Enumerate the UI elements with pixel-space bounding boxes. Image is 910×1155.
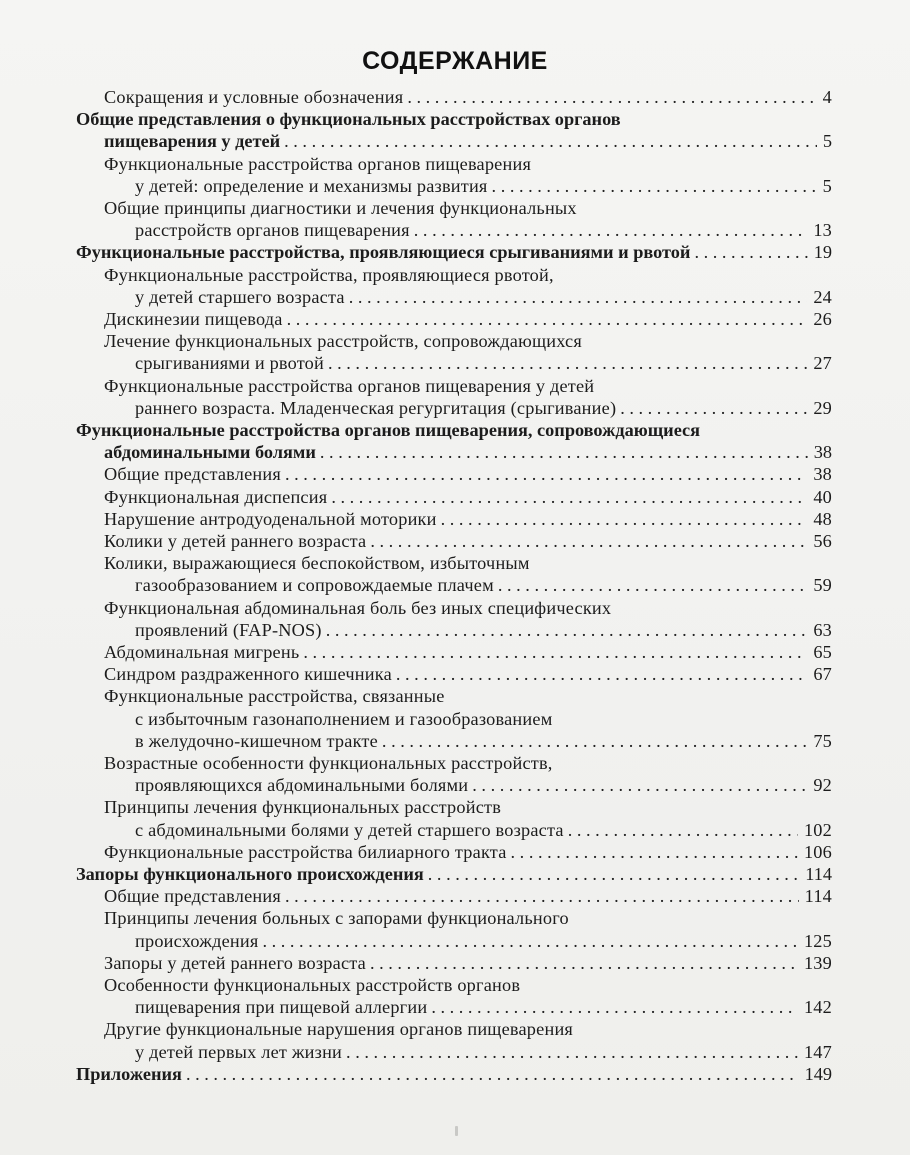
toc-entry-text: Особенности функциональных расстройств органов xyxy=(104,975,521,995)
toc-line xyxy=(135,730,832,752)
page-number: 38 xyxy=(813,464,832,485)
leader-dots xyxy=(407,86,816,108)
leader-dots xyxy=(346,1041,798,1063)
toc-subsection[interactable] xyxy=(0,796,910,840)
leader-dots xyxy=(511,841,798,863)
toc-line xyxy=(76,1063,832,1085)
toc-entry-text: срыгиваниями и рвотой xyxy=(135,353,324,374)
page-number: 5 xyxy=(822,131,832,152)
toc-subsection[interactable] xyxy=(0,885,910,907)
toc-entry-text: Возрастные особенности функциональных расстройств, xyxy=(104,753,553,773)
toc-entry-text: Синдром раздраженного кишечника xyxy=(104,664,392,685)
leader-dots xyxy=(472,774,807,796)
toc-line xyxy=(104,752,553,774)
toc-line xyxy=(135,996,832,1018)
toc-entry-text: Функциональные расстройства, проявляющиеся срыгиваниями и рвотой xyxy=(76,242,691,263)
toc-line xyxy=(104,641,832,663)
page-number: 102 xyxy=(803,819,832,840)
toc-line xyxy=(135,819,832,841)
leader-dots xyxy=(620,397,807,419)
toc-entry-text: раннего возраста. Младенческая регургитация (срыгивание) xyxy=(135,397,617,418)
toc-subsection[interactable] xyxy=(0,1018,910,1062)
toc-line xyxy=(135,219,832,241)
page-number: 67 xyxy=(813,664,832,685)
toc-subsection[interactable] xyxy=(0,685,910,752)
toc-section[interactable] xyxy=(0,419,910,463)
toc-line xyxy=(104,153,531,175)
leader-dots xyxy=(186,1063,799,1085)
toc-line xyxy=(104,86,832,108)
toc-line xyxy=(104,463,832,485)
toc-entry-text: Дискинезии пищевода xyxy=(104,309,283,329)
toc-line xyxy=(104,508,832,530)
toc-line xyxy=(135,397,832,419)
page-number: 114 xyxy=(805,864,832,884)
page-number: 4 xyxy=(822,87,832,107)
toc-entry-text: Принципы лечения функциональных расстройств xyxy=(104,797,502,818)
toc-subsection[interactable] xyxy=(0,330,910,374)
leader-dots xyxy=(349,286,808,308)
leader-dots xyxy=(492,175,817,197)
toc-subsection[interactable] xyxy=(0,907,910,951)
toc-subsection[interactable] xyxy=(0,153,910,197)
toc-entry-text: проявляющихся абдоминальными болями xyxy=(135,775,469,796)
toc-line xyxy=(135,574,832,596)
toc-line xyxy=(104,685,445,707)
leader-dots xyxy=(370,952,798,974)
leader-dots xyxy=(284,130,817,152)
toc-subsection[interactable] xyxy=(0,952,910,974)
toc-line xyxy=(135,1041,832,1063)
toc-section[interactable] xyxy=(0,1063,910,1085)
leader-dots xyxy=(331,486,807,508)
page-number: 27 xyxy=(813,353,832,374)
page-number: 59 xyxy=(813,575,832,596)
toc-entry-text: Общие представления о функциональных расстройствах органов xyxy=(76,109,621,130)
toc-subsection[interactable] xyxy=(0,308,910,330)
page-number: 29 xyxy=(813,397,832,418)
toc-subsection[interactable] xyxy=(0,375,910,419)
toc-entry-text: Функциональные расстройства органов пищеварения xyxy=(104,153,532,174)
toc-line xyxy=(135,352,832,374)
leader-dots xyxy=(431,996,798,1018)
leader-dots xyxy=(303,641,807,663)
toc-line xyxy=(104,375,594,397)
toc-subsection[interactable] xyxy=(0,264,910,308)
page-number: 19 xyxy=(813,242,832,263)
leader-dots xyxy=(320,441,808,463)
leader-dots xyxy=(326,619,808,641)
toc-subsection[interactable] xyxy=(0,974,910,1018)
toc-entry-text: пищеварения у детей xyxy=(104,131,281,152)
toc-line xyxy=(104,796,501,818)
toc-entry-text: Лечение функциональных расстройств, сопровождающихся xyxy=(104,331,582,352)
toc-entry-text: пищеварения при пищевой аллергии xyxy=(135,997,428,1018)
page-title: СОДЕРЖАНИЕ xyxy=(362,47,548,75)
toc-line xyxy=(76,108,621,130)
leader-dots xyxy=(382,730,807,752)
toc-entry-text: Запоры у детей раннего возраста xyxy=(104,952,366,973)
page-number: 125 xyxy=(803,930,832,951)
toc-entry-text: Функциональные расстройства органов пищеварения, сопровождающиеся xyxy=(76,420,701,440)
page-number: 114 xyxy=(804,886,832,907)
toc-entry-text: Принципы лечения больных с запорами функционального xyxy=(104,908,569,929)
page-number: 5 xyxy=(822,175,832,196)
toc-line xyxy=(76,863,832,885)
page-number: 48 xyxy=(813,508,832,529)
toc-subsection[interactable] xyxy=(0,530,910,552)
page-number: 63 xyxy=(813,619,832,640)
toc-subsection[interactable] xyxy=(0,86,910,108)
toc-entry-text: проявлений (FAP-NOS) xyxy=(135,619,322,640)
leader-dots xyxy=(285,885,799,907)
toc-entry-text: происхождения xyxy=(135,930,259,951)
toc-line xyxy=(104,952,832,974)
leader-dots xyxy=(262,930,797,952)
page-number: 56 xyxy=(813,531,832,551)
leader-dots xyxy=(370,530,807,552)
toc-entry-text: Общие принципы диагностики и лечения функциональных xyxy=(104,198,577,218)
toc-line xyxy=(104,264,554,286)
toc-line xyxy=(76,419,700,441)
page-number: 147 xyxy=(803,1041,832,1062)
leader-dots xyxy=(328,352,807,374)
toc-entry-text: газообразованием и сопровождаемые плачем xyxy=(135,575,494,596)
toc-line xyxy=(135,930,832,952)
toc-subsection[interactable] xyxy=(0,641,910,663)
toc-subsection[interactable] xyxy=(0,752,910,796)
leader-dots xyxy=(441,508,808,530)
toc-line xyxy=(104,530,832,552)
toc-entry-text: Функциональная диспепсия xyxy=(104,486,328,507)
toc-line xyxy=(135,708,552,730)
toc-entry-text: Нарушение антродуоденальной моторики xyxy=(104,508,437,529)
toc-line xyxy=(76,241,832,263)
page-number: 65 xyxy=(813,642,832,662)
page-number: 139 xyxy=(803,952,832,973)
page-number: 92 xyxy=(813,775,832,796)
toc-line xyxy=(104,197,577,219)
page-number: 38 xyxy=(813,442,832,463)
toc-line xyxy=(135,286,832,308)
toc-subsection[interactable] xyxy=(0,463,910,485)
toc-entry-text: абдоминальными болями xyxy=(104,442,316,463)
leader-dots xyxy=(568,819,798,841)
toc-entry-text: Запоры функционального происхождения xyxy=(76,864,424,884)
toc-entry-text: Колики у детей раннего возраста xyxy=(104,531,367,551)
page-number: 26 xyxy=(813,309,832,329)
toc-subsection[interactable] xyxy=(0,552,910,596)
page-number: 106 xyxy=(803,841,832,862)
toc-entry-text: Функциональные расстройства билиарного тракта xyxy=(104,841,507,862)
toc-line xyxy=(104,308,832,330)
leader-dots xyxy=(396,663,807,685)
toc-line xyxy=(104,841,832,863)
toc-line xyxy=(104,552,530,574)
scan-artifact xyxy=(455,1126,458,1136)
toc-subsection[interactable] xyxy=(0,841,910,863)
toc-line xyxy=(104,486,832,508)
toc-line xyxy=(104,597,611,619)
page-number: 149 xyxy=(804,1063,832,1084)
toc-entry-text: у детей: определение и механизмы развития xyxy=(135,175,488,196)
toc-entry-text: Общие представления xyxy=(104,886,281,907)
toc-entry-text: Функциональные расстройства органов пищеварения у детей xyxy=(104,375,595,396)
toc-entry-text: Функциональные расстройства, связанные xyxy=(104,686,445,707)
page-number: 24 xyxy=(813,286,832,307)
toc-entry-text: с абдоминальными болями у детей старшего возраста xyxy=(135,819,564,840)
leader-dots xyxy=(498,574,807,596)
toc-entry-text: Функциональные расстройства, проявляющиеся рвотой, xyxy=(104,264,554,285)
toc-line xyxy=(104,885,832,907)
page-number: 13 xyxy=(813,220,832,241)
toc-line xyxy=(104,1018,573,1040)
toc-line xyxy=(135,619,832,641)
toc-section[interactable] xyxy=(0,108,910,152)
toc-section[interactable] xyxy=(0,863,910,885)
toc-entry-text: у детей первых лет жизни xyxy=(135,1041,343,1062)
toc-line xyxy=(104,130,832,152)
leader-dots xyxy=(428,863,799,885)
toc-entry-text: в желудочно-кишечном тракте xyxy=(135,730,378,751)
toc-entry-text: с избыточным газонаполнением и газообразованием xyxy=(135,708,553,729)
toc-entry-text: Другие функциональные нарушения органов пищеварения xyxy=(104,1019,574,1040)
leader-dots xyxy=(287,308,808,330)
toc-subsection[interactable] xyxy=(0,663,910,685)
toc-entry-text: Функциональная абдоминальная боль без иных специфических xyxy=(104,597,612,618)
toc-entry-text: Колики, выражающиеся беспокойством, избыточным xyxy=(104,553,530,574)
toc-line xyxy=(104,974,520,996)
toc-section[interactable] xyxy=(0,241,910,263)
toc-line xyxy=(104,441,832,463)
toc-line xyxy=(135,774,832,796)
page-number: 75 xyxy=(813,730,832,751)
toc-line xyxy=(104,330,582,352)
toc-subsection[interactable] xyxy=(0,597,910,641)
leader-dots xyxy=(414,219,808,241)
toc-subsection[interactable] xyxy=(0,486,910,508)
toc-line xyxy=(104,663,832,685)
leader-dots xyxy=(694,241,807,263)
toc-subsection[interactable] xyxy=(0,508,910,530)
toc-entry-text: у детей старшего возраста xyxy=(135,286,345,307)
leader-dots xyxy=(285,463,807,485)
toc-line xyxy=(104,907,569,929)
toc-entry-text: Сокращения и условные обозначения xyxy=(104,87,404,107)
toc-subsection[interactable] xyxy=(0,197,910,241)
page-number: 40 xyxy=(813,486,832,507)
toc-entry-text: расстройств органов пищеварения xyxy=(135,220,410,241)
toc-entry-text: Общие представления xyxy=(104,464,281,485)
toc-entry-text: Абдоминальная мигрень xyxy=(104,642,300,662)
toc-entry-text: Приложения xyxy=(76,1063,182,1084)
toc-line xyxy=(135,175,832,197)
page-number: 142 xyxy=(803,997,832,1018)
